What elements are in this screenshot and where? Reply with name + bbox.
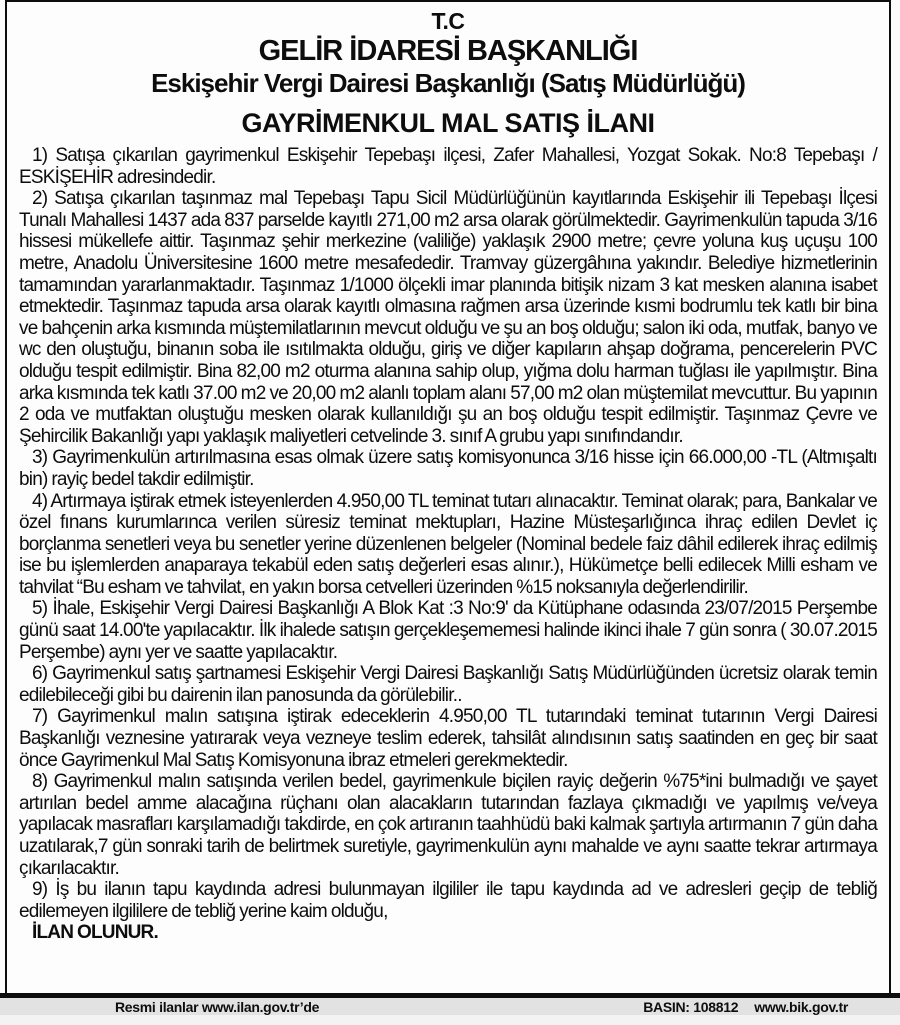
- paragraph-7-payment: 7) Gayrimenkul malın satışına iştirak edeceklerin 4.950,00 TL tutarındaki teminat tutarının Vergi Dairesi Başkanlığı veznesine yatırarak veya vezneye teslim ederek, tahsilât alındısının satış saatinden en geç bir saat önce Gayrimenkul Mal Satış Komisyonuna ibraz etmeleri gerekmektedir.: [19, 706, 877, 771]
- footer-official-ads-text: Resmi ilanlar www.ilan.gov.tr’de: [115, 998, 320, 1015]
- paragraph-5-auction-date: 5) İhale, Eskişehir Vergi Dairesi Başkanlığı A Blok Kat :3 No:9' da Kütüphane odasında 23/07/2015 Perşembe günü saat 14.00'te yapılacaktır. İlk ihalede satışın gerçekleşememesi halinde ikinci ihale 7 gün sonra ( 30.07.2015 Perşembe) aynı yer ve saatte yapılacaktır.: [19, 598, 877, 663]
- header-office: Eskişehir Vergi Dairesi Başkanlığı (Satış Müdürlüğü): [151, 68, 745, 98]
- announcement-document: [5, 0, 891, 993]
- footer-basin-number: BASIN: 108812: [643, 998, 739, 1015]
- paragraph-3-appraisal: 3) Gayrimenkulün artırılmasına esas olmak üzere satış komisyonunca 3/16 hisse için 66.000,00 -TL (Altmışaltı bin) rayiç bedel takdir edilmiştir.: [19, 447, 877, 490]
- header-tc: T.C: [431, 8, 465, 34]
- paragraph-9-notification: 9) İş bu ilanın tapu kaydında adresi bulunmayan ilgililer ile tapu kaydında ad ve adresleri geçip de tebliğ edilemeyen ilgililere de tebliğ yerine kaim olduğu,: [19, 879, 877, 922]
- paragraph-8-extension: 8) Gayrimenkul malın satışında verilen bedel, gayrimenkule biçilen rayiç değerin %75*ini bulmadığı ve şayet artırılan bedel amme alacağına rüçhanı olan alacakların tutarından fazlaya çıkmadığı ve yapılmış ve/veya yapılacak masrafları karşılamadığı takdirde, en çok artıranın taahhüdü baki kalmak şartıyla artırmanın 7 gün daha uzatılarak,7 gün sonraki tarih de belirtmek suretiyle, gayrimenkulün aynı mahalde ve aynı saatte tekrar artırmaya çıkarılacaktır.: [19, 771, 877, 879]
- document-title: GAYRİMENKUL MAL SATIŞ İLANI: [241, 108, 655, 138]
- document-body: [19, 145, 877, 944]
- closing-statement: İLAN OLUNUR.: [32, 922, 158, 944]
- footer-press-info: [643, 999, 848, 1015]
- page-bottom-margin: [0, 1015, 900, 1025]
- paragraph-4-deposit: 4) Artırmaya iştirak etmek isteyenlerden 4.950,00 TL teminat tutarı alınacaktır. Teminat olarak; para, Bankalar ve özel fınans kurumlarınca verilen süresiz teminat mektupları, Hazine Müsteşarlığınca ihraç edilen Devlet iç borçlanma senetleri veya bu senetler yerine düzenlenen belgeler (Nominal bedele faiz dâhil edilerek ihraç edilmiş ise bu işlemlerden anaparaya tekabül eden satış değerleri esas alınır.), Hükümetçe belli edilecek Milli esham ve tahvilat “Bu esham ve tahvilat, en yakın borsa cetvelleri üzerinden %15 noksanıyla değerlendirilir.: [19, 490, 877, 598]
- document-header: [19, 7, 877, 138]
- header-agency: GELİR İDARESİ BAŞKANLIĞI: [258, 35, 638, 67]
- paragraph-2-property-info: 2) Satışa çıkarılan taşınmaz mal Tepebaşı Tapu Sicil Müdürlüğünün kayıtlarında Eskişehir ili Tepebaşı İlçesi Tunalı Mahallesi 1437 ada 837 parselde kayıtlı 271,00 m2 arsa olarak görülmektedir. Gayrimenkulün tapuda 3/16 hissesi mükellefe aittir. Taşınmaz şehir merkezine (valiliğe) yaklaşık 2900 metre; çevre yoluna kuş uçuşu 100 metre, Anadolu Üniversitesine 1600 metre mesafededir. Tramvay güzergâhına yakındır. Belediye hizmetlerinin tamamından yararlanmaktadır. Taşınmaz 1/1000 ölçekli imar planında bitişik nizam 3 kat mesken alanına isabet etmektedir. Taşınmaz tapuda arsa olarak kayıtlı olmasına rağmen arsa üzerinde kısmi bodrumlu tek katlı bir bina ve bahçenin arka kısmında müştemilatlarının mevcut olduğu ve şu an boş olduğu; salon iki oda, mutfak, banyo ve wc den oluştuğu, binanın soba ile ısıtılmakta olduğu, giriş ve diğer kapıların ahşap doğrama, pencerelerin PVC olduğu tespit edilmiştir. Bina 82,00 m2 oturma alanına sahip olup, yığma dolu harman tuğlası ile yapılmıştır. Bina arka kısmında tek katlı 37.00 m2 ve 20,00 m2 alanlı toplam alanı 57,00 m2 olan müştemilat mevcuttur. Bu yapının 2 oda ve mutfaktan oluştuğu mesken olarak kullanıldığı şu an boş olduğu tespit edilmiştir. Taşınmaz Çevre ve Şehircilik Bakanlığı yapı yaklaşık maliyetleri cetvelinde 3. sınıf A grubu yapı sınıfındandır.: [19, 188, 877, 447]
- footer-bik-url: www.bik.gov.tr: [754, 998, 848, 1015]
- paragraph-6-specification: 6) Gayrimenkul satış şartnamesi Eskişehir Vergi Dairesi Başkanlığı Satış Müdürlüğünden ücretsiz olarak temin edilebileceği gibi bu dairenin ilan panosunda da görülebilir..: [19, 663, 877, 706]
- paragraph-1-address: 1) Satışa çıkarılan gayrimenkul Eskişehir Tepebaşı ilçesi, Zafer Mahallesi, Yozgat Sokak. No:8 Tepebaşı / ESKİŞEHİR adresindedir.: [19, 145, 877, 188]
- footer-band: [0, 998, 900, 1015]
